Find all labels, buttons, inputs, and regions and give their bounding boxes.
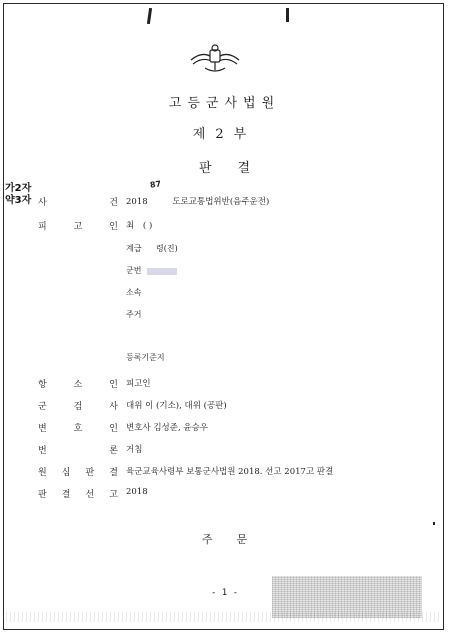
prosecutor-label: 군 검 사 — [38, 402, 118, 412]
division-title: 제2부 — [192, 127, 257, 142]
case-label: 사 건 — [38, 198, 118, 208]
counsel-label: 변 호 인 — [38, 424, 118, 434]
court-title: 고등군사법원 — [168, 96, 281, 111]
handwritten-note: 가2자 약3자 — [5, 183, 32, 206]
page-number: - 1 - — [210, 588, 239, 598]
rank-row: 계급 령(진) — [126, 244, 178, 253]
jumun-heading: 주문 — [201, 533, 272, 546]
stamp-mark: 87 — [149, 179, 162, 190]
prosecutor-value: 대위 이 (기소), 대위 (공판) — [126, 401, 227, 411]
disposition-value: 거침 — [126, 445, 143, 455]
original-judgment-label: 원 심 판 결 — [38, 468, 118, 478]
registration-row: 등록기준지 — [126, 353, 165, 362]
disposition-label: 번 론 — [38, 446, 118, 456]
original-judgment-value: 육군교육사령부 보통군사법원 2018. 선고 2017고 판결 — [126, 467, 334, 477]
case-value: 2018 도로교통법위반(음주운전) — [126, 197, 270, 207]
judgment-date-value: 2018 — [126, 487, 148, 497]
judgment-date-label: 판 결 선 고 — [38, 490, 118, 500]
appellant-label: 항 소 인 — [38, 380, 118, 390]
scan-noise-strip — [6, 612, 442, 622]
scan-mark-right — [433, 522, 435, 525]
unit-row: 소속 — [126, 288, 142, 297]
service-number-row: 군번 — [126, 265, 177, 276]
document-type: 판결 — [198, 161, 277, 176]
appellant-value: 피고인 — [126, 379, 151, 389]
defendant-label: 피 고 인 — [38, 222, 118, 232]
redaction-mask — [147, 268, 177, 275]
defendant-value: 최 ( ) — [126, 221, 153, 231]
scan-mark-top-right — [286, 8, 289, 22]
counsel-value: 변호사 김성준, 윤승우 — [126, 423, 209, 433]
address-row: 주거 — [126, 310, 142, 319]
court-emblem-icon — [189, 40, 241, 74]
